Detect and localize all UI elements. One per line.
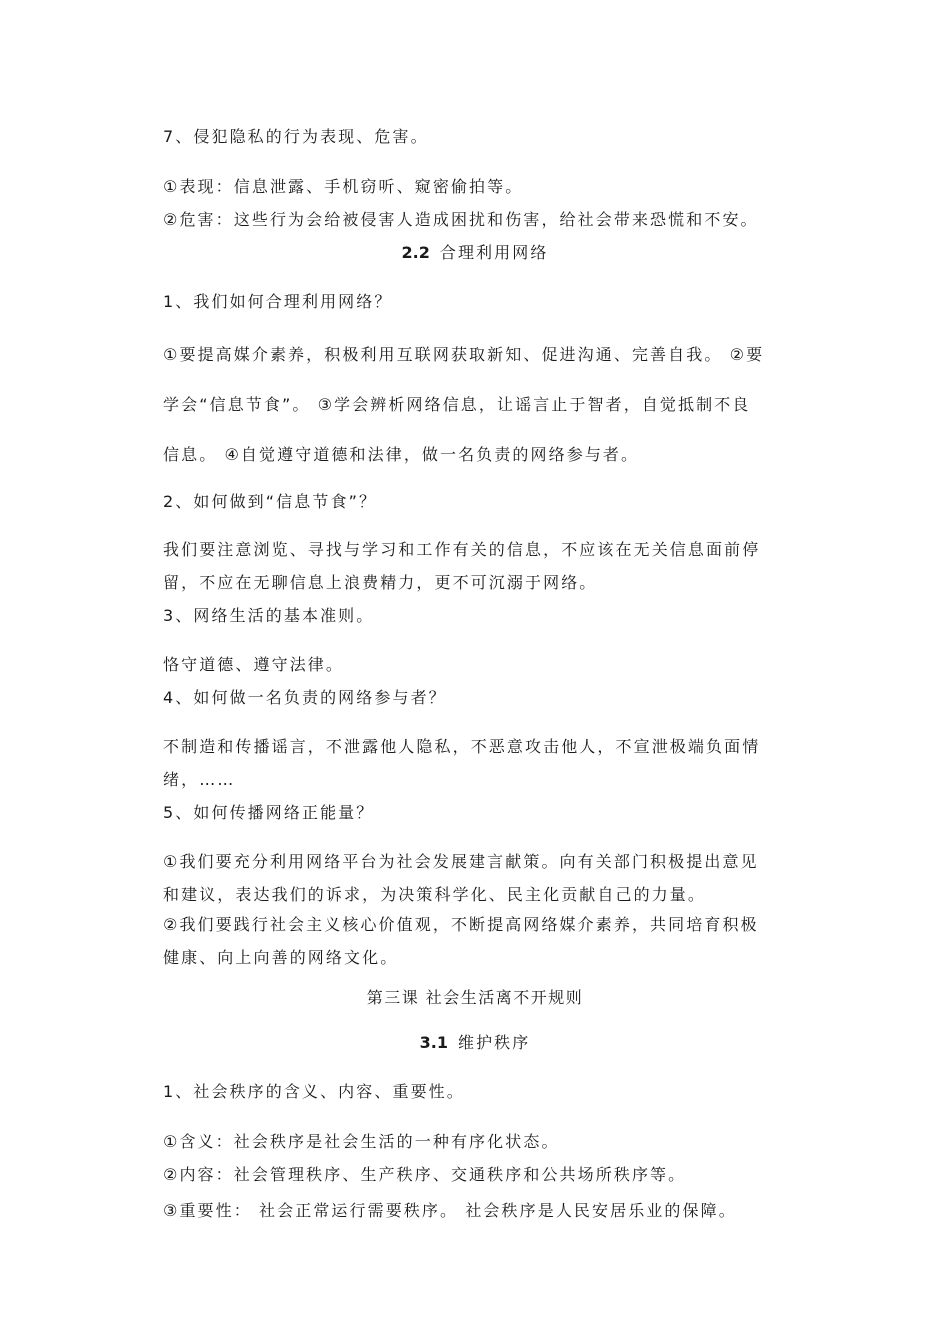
section-title: 维护秩序 — [457, 1033, 531, 1052]
paragraph: 和建议，表达我们的诉求，为决策科学化、民主化贡献自己的力量。 — [163, 885, 707, 904]
paragraph: ②我们要践行社会主义核心价值观，不断提高网络媒介素养，共同培育积极 — [163, 915, 759, 934]
question-2: 2、如何做到“信息节食”？ — [163, 492, 378, 511]
paragraph: 我们要注意浏览、寻找与学习和工作有关的信息，不应该在无关信息面前停 — [163, 540, 761, 559]
section-number: 2.2 — [401, 243, 430, 262]
paragraph: ①表现：信息泄露、手机窃听、窥密偷拍等。 — [163, 177, 524, 196]
lesson-title: 第三课 社会生活离不开规则 — [366, 988, 584, 1007]
question-1: 1、社会秩序的含义、内容、重要性。 — [163, 1082, 465, 1101]
question-5: 5、如何传播网络正能量？ — [163, 803, 375, 822]
section-heading-3-1 — [0, 1032, 950, 1054]
paragraph: 信息。 ④自觉遵守道德和法律，做一名负责的网络参与者。 — [163, 445, 640, 464]
paragraph: ①要提高媒介素养，积极利用互联网获取新知、促进沟通、完善自我。 ②要 — [163, 345, 765, 364]
paragraph: ③重要性： 社会正常运行需要秩序。 社会秩序是人民安居乐业的保障。 — [163, 1201, 737, 1220]
question-7: 7、侵犯隐私的行为表现、危害。 — [163, 127, 429, 146]
paragraph: 健康、向上向善的网络文化。 — [163, 948, 399, 967]
paragraph: 留，不应在无聊信息上浪费精力，更不可沉溺于网络。 — [163, 573, 598, 592]
paragraph: 绪，…… — [163, 770, 236, 789]
paragraph: 恪守道德、遵守法律。 — [163, 655, 345, 674]
section-number: 3.1 — [419, 1033, 448, 1052]
paragraph: 不制造和传播谣言，不泄露他人隐私，不恶意攻击他人，不宣泄极端负面情 — [163, 737, 761, 756]
paragraph: ②危害：这些行为会给被侵害人造成困扰和伤害，给社会带来恐慌和不安。 — [163, 210, 759, 229]
question-4: 4、如何做一名负责的网络参与者？ — [163, 688, 447, 707]
paragraph: ①含义：社会秩序是社会生活的一种有序化状态。 — [163, 1132, 560, 1151]
section-heading-2-2 — [0, 242, 950, 264]
section-title: 合理利用网络 — [439, 243, 549, 262]
paragraph: ②内容：社会管理秩序、生产秩序、交通秩序和公共场所秩序等。 — [163, 1165, 687, 1184]
paragraph: ①我们要充分利用网络平台为社会发展建言献策。向有关部门积极提出意见 — [163, 852, 759, 871]
question-3: 3、网络生活的基本准则。 — [163, 606, 375, 625]
question-1: 1、我们如何合理利用网络？ — [163, 292, 393, 311]
paragraph: 学会“信息节食”。 ③学会辨析网络信息，让谣言止于智者，自觉抵制不良 — [163, 395, 751, 414]
